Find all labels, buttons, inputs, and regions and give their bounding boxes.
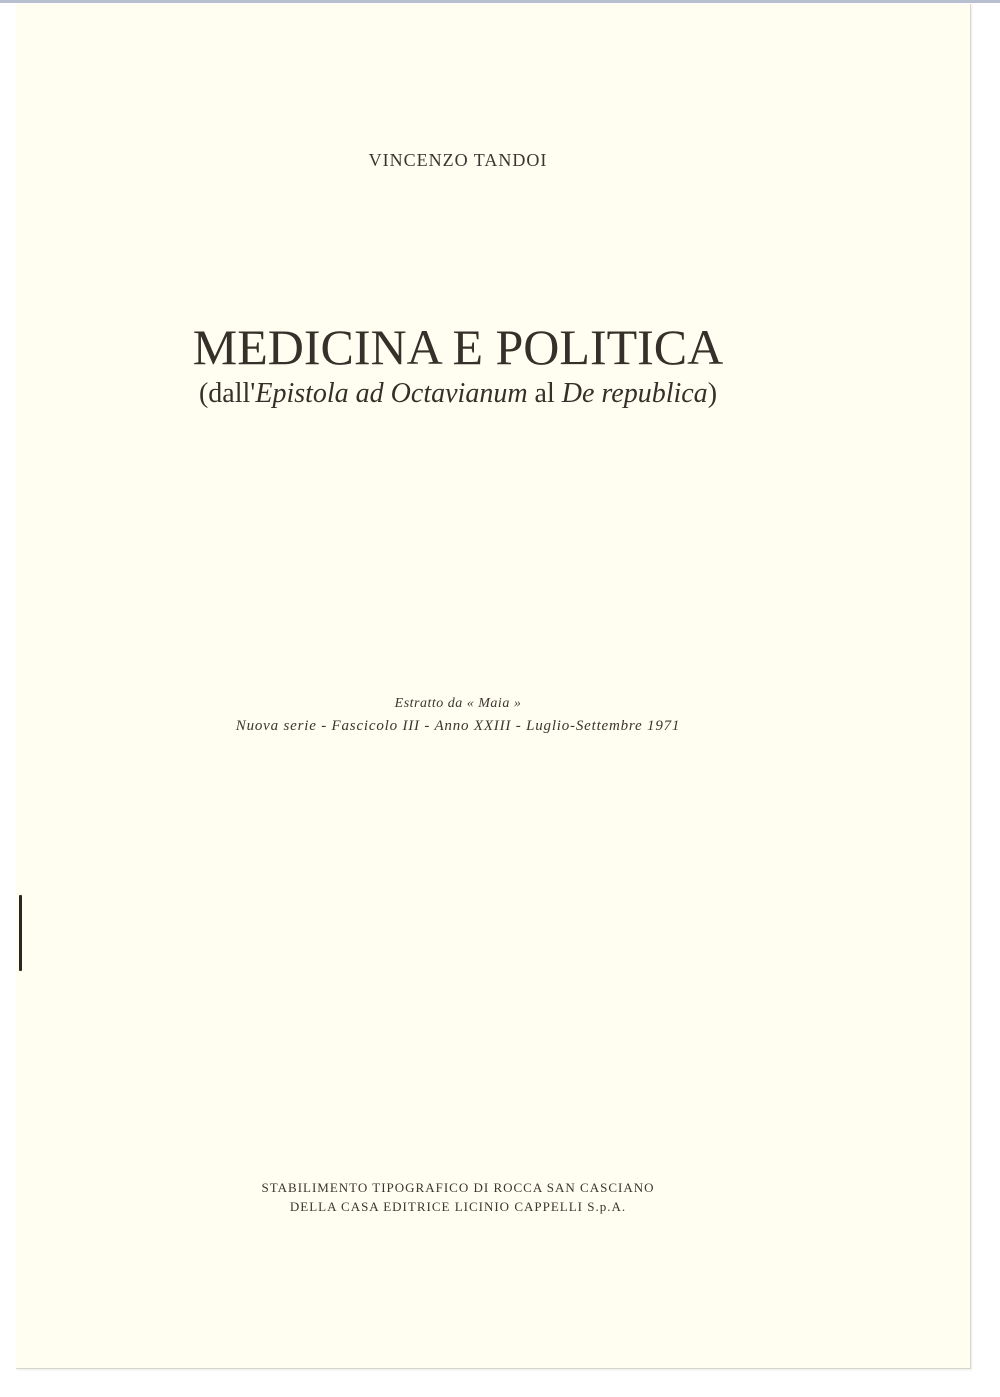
document-title: MEDICINA E POLITICA	[192, 319, 724, 375]
subtitle-middle: al	[527, 378, 562, 409]
printer-line-1: STABILIMENTO TIPOGRAFICO DI ROCCA SAN CASCIANO	[261, 1180, 655, 1195]
subtitle-epistola: Epistola ad Octavianum	[255, 378, 528, 409]
subtitle-close: )	[707, 378, 718, 409]
subtitle-de-republica: De republica	[561, 378, 708, 409]
author-name: VINCENZO TANDOI	[368, 150, 548, 170]
binding-staple-mark	[19, 895, 22, 971]
document-subtitle	[16, 378, 900, 410]
scanner-top-edge	[0, 0, 1000, 3]
subtitle-open: (dall'	[198, 378, 256, 409]
printer-line-2: DELLA CASA EDITRICE LICINIO CAPPELLI S.p.A.	[289, 1199, 627, 1214]
extract-source: Estratto da « Maia »	[394, 696, 522, 711]
paper-sheet	[16, 4, 971, 1369]
series-info: Nuova serie - Fascicolo III - Anno XXIII - Luglio-Settembre 1971	[235, 718, 681, 734]
